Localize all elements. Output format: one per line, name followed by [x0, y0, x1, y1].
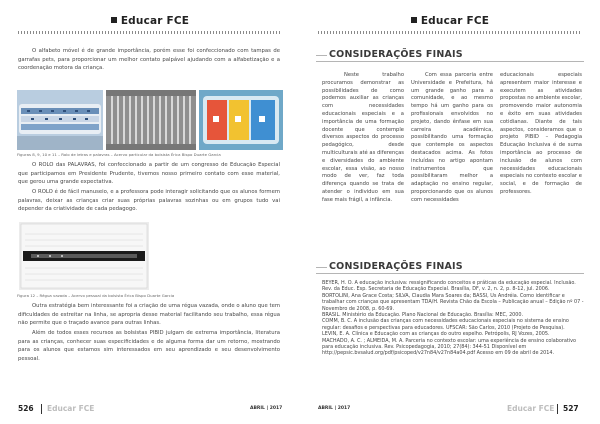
page-header: [300, 15, 600, 27]
reference-item: BEYER, H. O. A educação inclusiva: ressignificando conceitos e práticas da educação especial. Inclusão. Rev. da Educ. Esp. Secretaria de Educação Especial. Brasília, DF, v. 2, n. 2, p. 8-12, jul. 2006.: [322, 280, 576, 293]
square-bullet-icon: [111, 17, 117, 23]
footer-date: ABRIL | 2017: [250, 406, 283, 411]
section-title-references: CONSIDERAÇÕES FINAIS: [316, 260, 584, 274]
reference-item: MACHADO, A. C. ; ALMEIDA, M. A. Parceria no contexto escolar: uma experiência de ensino colaborativo para educação inclusiva. Rev. Psicopedagogia, 2010; 27(84): 344-51 Disponível em http://pepsic.bvsalud.org/pdf/psicoped/v27n84/v27n84a04.pdf Acesso em 09 de abril de 2014.: [322, 337, 577, 357]
references-list: [322, 280, 584, 357]
header-title: Educar FCE: [420, 15, 490, 27]
caption-figuras-8-11: Figuras 8, 9, 10 e 11 – Rolo de letras e palavras – Acervo particular da bolsista Érica Bispo Duarte Garcia: [17, 152, 221, 157]
reference-item: BRASIL. Ministério da Educação. Plano Nacional de Educação. Brasília: MEC, 2000.: [322, 312, 524, 319]
footer-brand: Educar FCE: [47, 404, 95, 413]
footer-divider: [557, 404, 558, 414]
square-bullet-icon: [411, 17, 417, 23]
page-number: 526: [18, 404, 34, 413]
photo-rolo-palavras: [106, 90, 196, 150]
reference-item: COMM, B. C. A inclusão das crianças com necessidades educacionais especiais no sistema de ensino regular: desafios e perspectivas para educadores. UFSCAR: São Carlos, 2010 (Projeto de Pesquisa).: [322, 318, 569, 331]
page-number: 527: [563, 404, 579, 413]
paragraph-rolo-manuseio: O ROLO é de fácil manuseio, e a professora pode interagir solicitando que os alunos formem palavras, deixar as crianças criar suas próprias palavras sozinhas ou em grupos tudo vai depender da criatividade de cada pedagogo.: [18, 189, 280, 213]
reference-item: BORTOLINI, Ana Grace Costa; SILVA, Claudia Mara Soares da; BASSI, Us Andréia. Como identificar e trabalhar com crianças que apresentam TDA/H. Revista Chão da Escola – Publicação anual – Edição nº 07 - Novembro de 2008, p. 60-69.: [322, 292, 584, 312]
header-title: Educar FCE: [120, 15, 190, 27]
footer-brand: Educar FCE: [507, 404, 555, 413]
column-3: educacionais especiais apresentem maior interesse e executem as atividades propostas no ambiente escolar, promovendo maior autonomia e êxito em suas atividades cotidianas. Diante de tais aspectos, consideramos que o projeto PIBID – Pedagogia Educação Inclusiva é de suma importância ao processo de inclusão de alunos com necessidades educacionais especiais no contexto escolar e social, e de formação de professores.: [500, 72, 582, 195]
paragraph-alfabeto: O alfabeto móvel é de grande importância, porém esse foi confeccionado com tampas de garrafas pets, para proporcionar um melhor contato palpável ajudando com a alfabetização e a coordenação motora da criança.: [18, 48, 280, 72]
caption-figura-12: Figura 12 – Régua vazada – Acervo pessoal da bolsista Érica Bispo Duarte Garcia: [17, 293, 175, 298]
paragraph-literatura: Além de todos esses recursos as bolsistas PIBID julgam de extrema importância, literatura para as crianças, conhecer suas especificidades e de alguma forma dar um retorno, mostrando para os alunos que estamos sim interessados em seu aprendizado e seu desenvolvimento pessoal.: [18, 330, 280, 362]
paragraph-rolo-palavras: O ROLO das PALAVRAS, foi confeccionado a partir de um congresso de Educação Especial que participamos em Presidente Prudente, tivemos nosso primeiro contato com esse material, que gerou uma grande expectativa.: [18, 162, 280, 186]
page-header: [0, 15, 300, 27]
header-stripe: [18, 31, 282, 34]
column-2: Com essa parceria entre Universidade e Prefeitura, há um grande ganho para a comunidade, e ao mesmo tempo há um ganho para os profissionais envolvidos no projeto, dando ênfase em sua carreira acadêmica, possibilitando uma formação que contemple os aspectos destacados acima. As fotos incluídas no artigo apontam instrumentos que possibilitaram melhor a adaptação no ensino regular, proporcionando que os alunos com necessidades: [411, 72, 493, 203]
footer-date: ABRIL | 2017: [318, 406, 351, 411]
column-1: Neste trabalho procuramos demonstrar as possibilidades de como podemos auxiliar as crianças com necessidades educacionais especiais e a importância de uma formação docente que contemple diversos aspectos do processo pedagógico, desde multiculturais até as diferenças e diversidades do ambiente escolar, essa visão, ao nosso modo de ver, faz toda diferença quando se trata de atender o individuo em sua fase mais frágil, a infância.: [322, 72, 404, 203]
footer-divider: [41, 404, 42, 414]
header-stripe: [318, 31, 582, 34]
section-title: CONSIDERAÇÕES FINAIS: [316, 48, 584, 62]
photo-rolo-colorido: [199, 90, 283, 150]
right-page: [300, 0, 600, 424]
photo-rolo-letras: [17, 90, 103, 150]
photo-regua-vazada: [19, 222, 149, 290]
paragraph-regua: Outra estratégia bem interessante foi a criação de uma régua vazada, onde o aluno que tem dificuldades de estreitar na linha, se apropria desse material facilitando seu trabalho, essa régua não permite que o traçado avance para outras linhas.: [18, 303, 280, 327]
reference-item: LEVIN, E. A. Clínica e Educação com as crianças do outro espelho. Petrópolis, RJ Vozes, 2005.: [322, 331, 550, 338]
